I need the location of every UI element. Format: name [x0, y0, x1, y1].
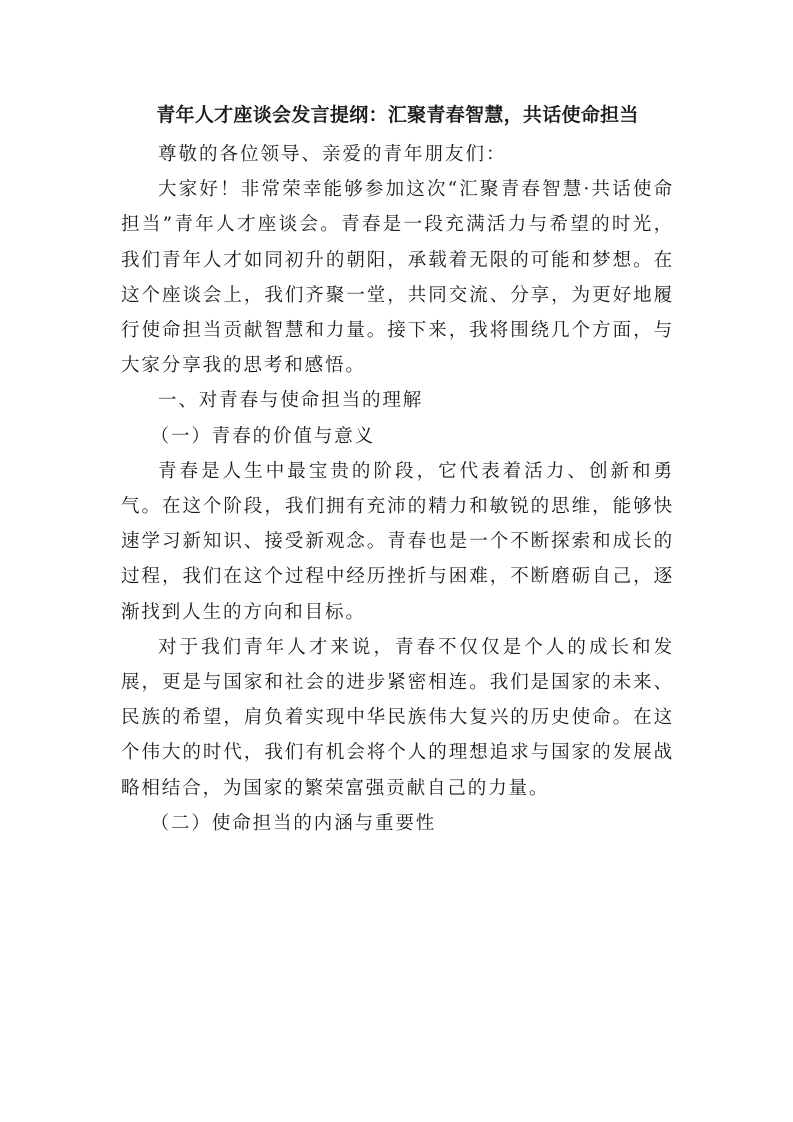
- salutation: 尊敬的各位领导、亲爱的青年朋友们：: [158, 144, 507, 165]
- body-paragraph-1: 青春是人生中最宝贵的阶段，它代表着活力、创新和勇气。在这个阶段，我们拥有充沛的精力和敏锐的思维，能够快速学习新知识、接受新观念。青春也是一个不断探索和成长的过程，我们在这个过程中经历挫折与困难，不断磨砺自己，逐渐找到人生的方向和目标。: [121, 460, 674, 623]
- subsection-heading-1-2: （二）使命担当的内涵与重要性: [150, 812, 437, 834]
- document-title: 青年人才座谈会发言提纲：汇聚青春智慧，共话使命担当: [156, 104, 639, 126]
- subsection-heading-1-1: （一）青春的价值与意义: [150, 425, 375, 447]
- document-body: [121, 94, 674, 841]
- intro-paragraph: 大家好！非常荣幸能够参加这次“汇聚青春智慧·共话使命担当”青年人才座谈会。青春是一段充满活力与希望的时光，我们青年人才如同初升的朝阳，承载着无限的可能和梦想。在这个座谈会上，我们齐聚一堂，共同交流、分享，为更好地履行使命担当贡献智慧和力量。接下来，我将围绕几个方面，与大家分享我的思考和感悟。: [121, 179, 674, 377]
- body-paragraph-2: 对于我们青年人才来说，青春不仅仅是个人的成长和发展，更是与国家和社会的进步紧密相连。我们是国家的未来、民族的希望，肩负着实现中华民族伟大复兴的历史使命。在这个伟大的时代，我们有机会将个人的理想追求与国家的发展战略相结合，为国家的繁荣富强贡献自己的力量。: [121, 636, 674, 799]
- section-heading-1: 一、对青春与使命担当的理解: [158, 390, 424, 412]
